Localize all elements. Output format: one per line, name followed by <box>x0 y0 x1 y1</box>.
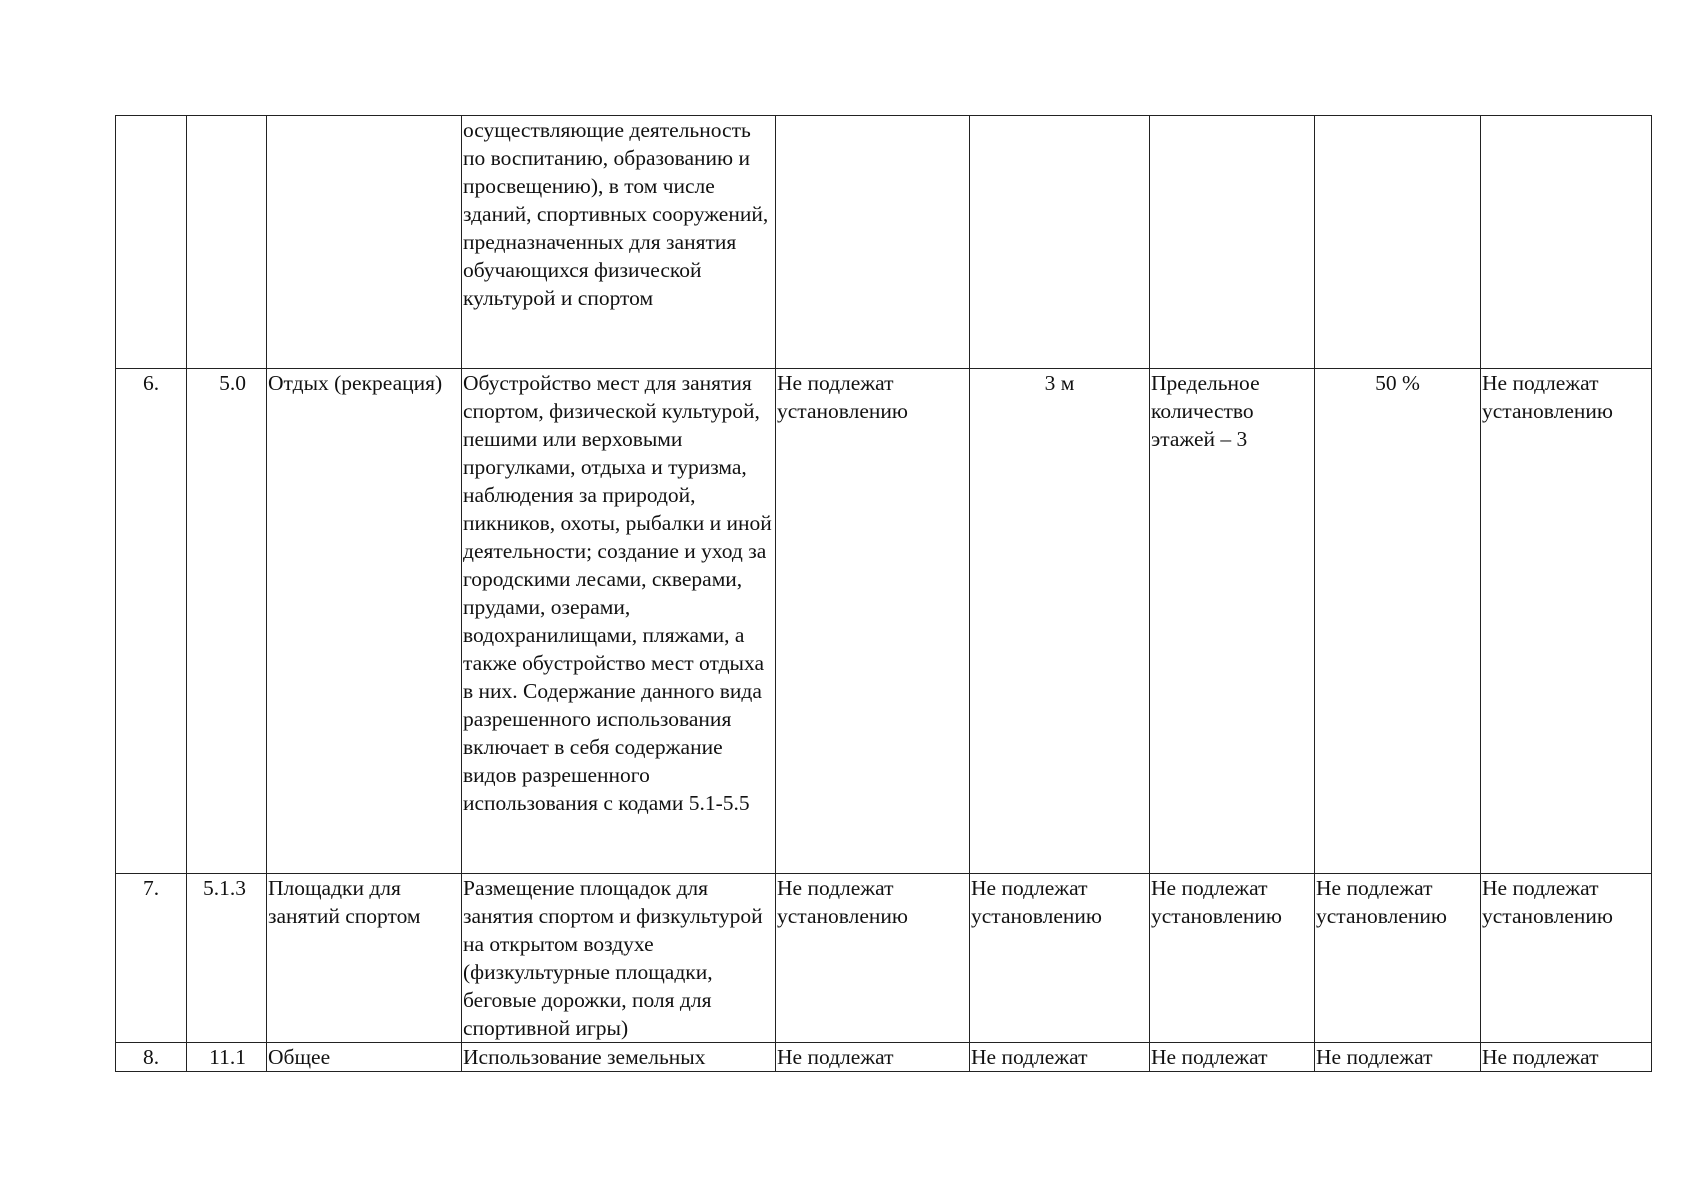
cell-col9: Не подлежат установлению <box>1481 874 1652 1043</box>
zoning-regulations-table <box>115 115 1652 1072</box>
cell-col6: Не подлежат установлению <box>970 874 1150 1043</box>
cell-num: 6. <box>116 369 187 874</box>
cell-col8 <box>1315 116 1481 369</box>
cell-col6: 3 м <box>970 369 1150 874</box>
cell-num: 8. <box>116 1043 187 1072</box>
cell-col5: Не подлежат установлению <box>776 369 970 874</box>
cell-num: 7. <box>116 874 187 1043</box>
table-row <box>116 369 1652 874</box>
cell-col7: Предельное количество этажей – 3 <box>1150 369 1315 874</box>
description-text: осуществляющие деятельность по воспитанию, образованию и просвещению), в том числе зданий, спортивных сооружений, предназначенных для занятия обучающихся физической культурой и спортом <box>463 118 769 310</box>
table-row <box>116 874 1652 1043</box>
cell-col9: Не подлежат <box>1481 1043 1652 1072</box>
cell-name: Общее <box>267 1043 462 1072</box>
cell-col5: Не подлежат <box>776 1043 970 1072</box>
cell-code: 5.0 <box>187 369 267 874</box>
cell-col5: Не подлежат установлению <box>776 874 970 1043</box>
cell-name: Площадки для занятий спортом <box>267 874 462 1043</box>
cell-col5 <box>776 116 970 369</box>
cell-code: 5.1.3 <box>187 874 267 1043</box>
cell-col6 <box>970 116 1150 369</box>
table-row-continuation <box>116 116 1652 369</box>
cell-description: Обустройство мест для занятия спортом, физической культурой, пешими или верховыми прогулками, отдыха и туризма, наблюдения за природой, пикников, охоты, рыбалки и иной деятельности; создание и уход за городскими лесами, скверами, прудами, озерами, водохранилищами, пляжами, а также обустройство мест отдыха в них. Содержание данного вида разрешенного использования включает в себя содержание видов разрешенного использования с кодами 5.1-5.5 <box>462 369 776 874</box>
cell-col8: Не подлежат <box>1315 1043 1481 1072</box>
cell-col8: Не подлежат установлению <box>1315 874 1481 1043</box>
cell-description <box>462 116 776 369</box>
cell-code: 11.1 <box>187 1043 267 1072</box>
cell-col7: Не подлежат установлению <box>1150 874 1315 1043</box>
cell-col6: Не подлежат <box>970 1043 1150 1072</box>
cell-code <box>187 116 267 369</box>
cell-description: Использование земельных <box>462 1043 776 1072</box>
cell-col9: Не подлежат установлению <box>1481 369 1652 874</box>
cell-name: Отдых (рекреация) <box>267 369 462 874</box>
cell-col9 <box>1481 116 1652 369</box>
cell-name <box>267 116 462 369</box>
cell-num <box>116 116 187 369</box>
cell-col7: Не подлежат <box>1150 1043 1315 1072</box>
cell-col7 <box>1150 116 1315 369</box>
cell-description: Размещение площадок для занятия спортом и физкультурой на открытом воздухе (физкультурные площадки, беговые дорожки, поля для спортивной игры) <box>462 874 776 1043</box>
cell-col8: 50 % <box>1315 369 1481 874</box>
table-row <box>116 1043 1652 1072</box>
